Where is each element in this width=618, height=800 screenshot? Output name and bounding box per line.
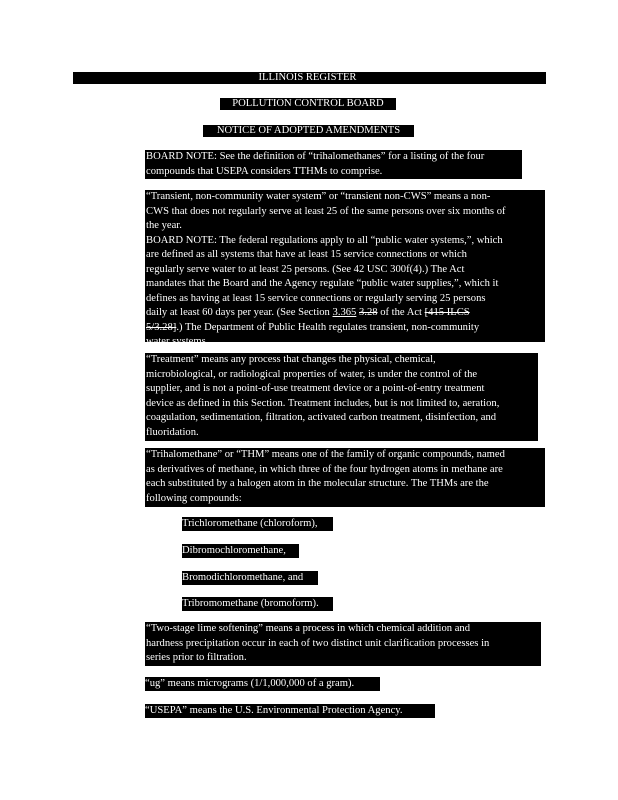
transient-definition [145,190,545,347]
register-title: ILLINOIS REGISTER [245,72,370,84]
text-line: defines as having at least 15 service connections or regularly serving 25 persons [146,292,486,304]
treatment-definition [145,353,538,441]
text-line-citation-cont [145,321,545,336]
text-line: following compounds: [146,492,242,504]
two-stage-definition [145,622,541,666]
text-line: supplier, and is not a point-of-use treatment device or a point-of-entry treatment [146,383,485,394]
compound-item: Bromodichloromethane, and [182,571,318,585]
text-line: compounds that USEPA considers TTHMs to comprise. [146,165,383,177]
ilcs-old-2: 5/3.28] [146,321,177,333]
text-line: “Treatment” means any process that changes the physical, chemical, [146,354,436,365]
board-title: POLLUTION CONTROL BOARD [220,98,396,110]
text-line: BOARD NOTE: See the definition of “trihalomethanes” for a listing of the four [146,151,485,162]
text-line: series prior to filtration. [146,652,247,663]
text-line: mandates that the Board and the Agency regulate “public water supplies,”, which it [146,278,499,289]
text-line: “Trihalomethane” or “THM” means one of the family of organic compounds, named [146,449,505,460]
compound-item: Dibromochloromethane, [182,544,299,558]
text-line: each substituted by a halogen atom in the molecular structure. The THMs are the [146,478,489,489]
compound-item: Tribromomethane (bromoform). [182,597,333,611]
board-note-tthm [145,150,522,179]
ilcs-old: [415 ILCS [424,307,470,318]
text-line: as derivatives of methane, in which three of the four hydrogen atoms in methane are [146,463,503,475]
text-line-citation [145,306,545,321]
text-line: CWS that does not regularly serve at least 25 of the same persons over six months of [146,205,506,217]
text-line: device as defined in this Section. Treatment includes, but is not limited to, aeration, [146,397,500,409]
text-line: the year. [146,220,182,231]
usepa-definition: “USEPA” means the U.S. Environmental Protection Agency. [145,704,435,718]
text-line: regularly serve water to at least 25 persons. (See 42 USC 300f(4).) The Act [146,263,465,275]
of-act: of the Act [377,307,425,318]
compound-item: Trichloromethane (chloroform), [182,517,333,531]
text-line: fluoridation. [146,426,199,438]
text-line: water systems. [146,336,209,347]
text-line: “Transient, non-community water system” or “transient non-CWS” means a non- [146,191,491,202]
text-line: hardness precipitation occur in each of two distinct unit clarification processes in [146,637,490,649]
section-old: 3.28 [359,307,378,318]
citation-text: daily at least 60 days per year. (See Section [146,307,333,318]
section-new: 3.365 [332,307,357,318]
text-line: coagulation, sedimentation, filtration, activated carbon treatment, disinfection, and [146,412,497,423]
text-line: are defined as all systems that have at least 15 service connections or which [146,249,467,260]
text-line: BOARD NOTE: The federal regulations apply to all “public water systems,”, which [146,234,503,246]
notice-title: NOTICE OF ADOPTED AMENDMENTS [203,125,414,137]
thm-definition [145,448,545,507]
ug-definition: “ug” means micrograms (1/1,000,000 of a gram). [145,677,380,691]
text-line: microbiological, or radiological properties of water, is under the control of the [146,368,478,380]
citation-tail: .) The Department of Public Health regulates transient, non-community [176,321,480,333]
text-line: “Two-stage lime softening” means a process in which chemical addition and [146,623,471,634]
